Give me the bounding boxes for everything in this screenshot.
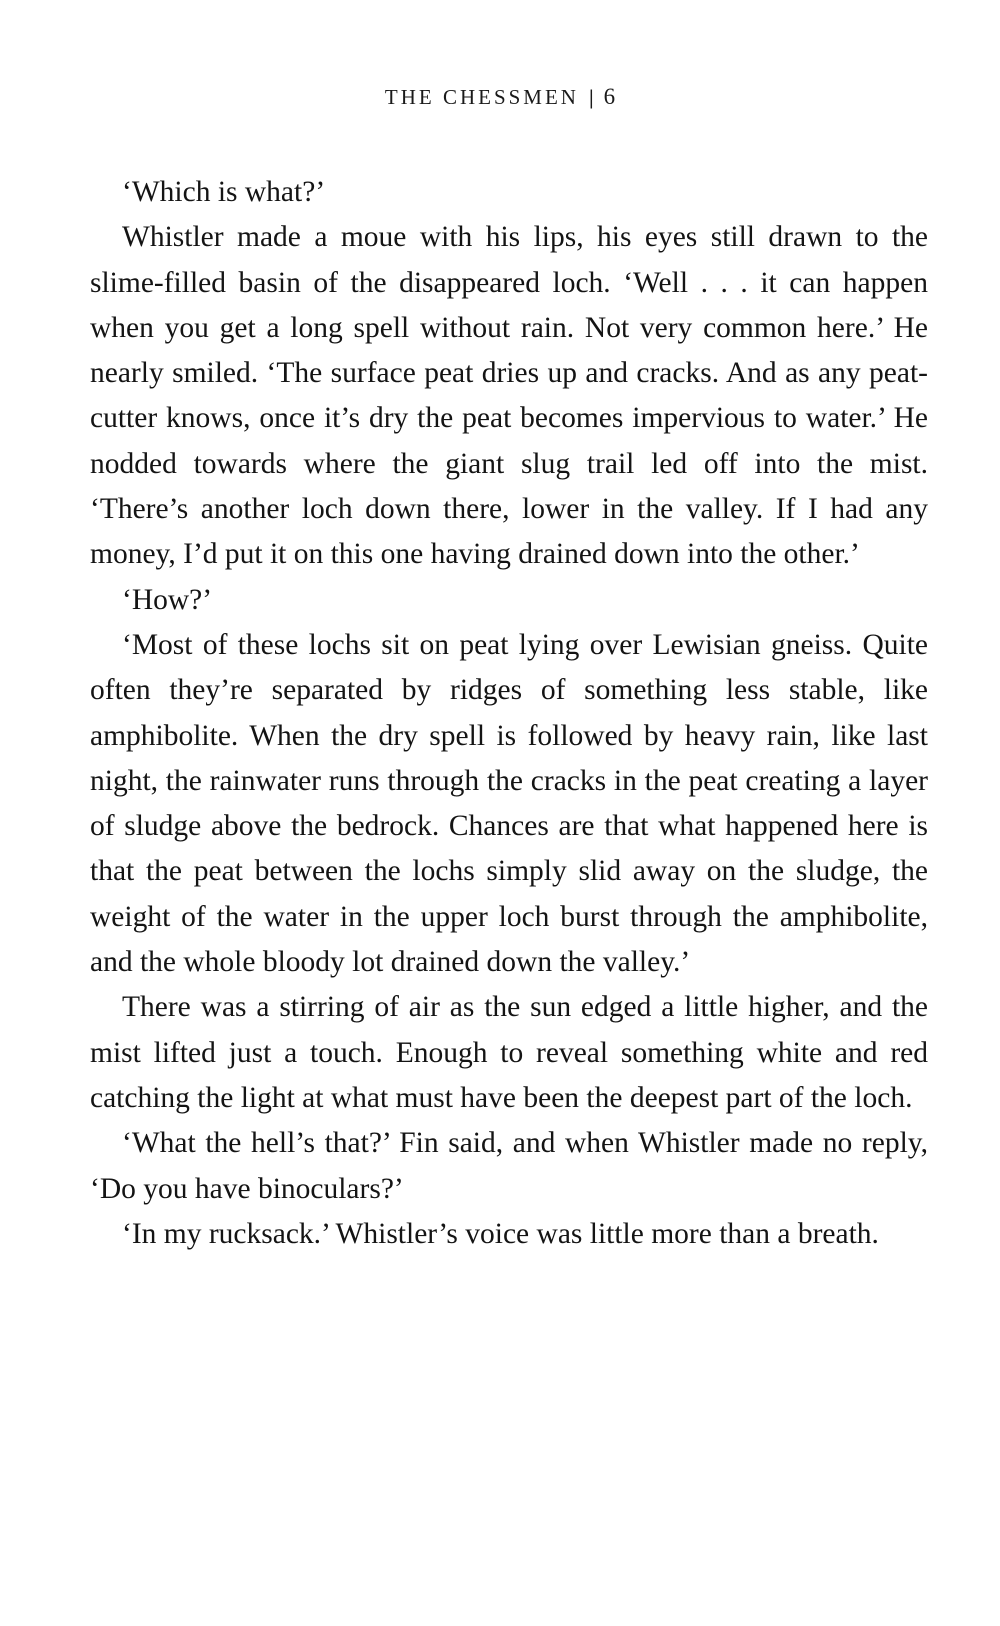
- running-header: [0, 84, 1000, 110]
- paragraph: ‘In my rucksack.’ Whistler’s voice was little more than a breath.: [122, 1217, 879, 1250]
- body-text: [90, 170, 928, 1257]
- paragraph: ‘What the hell’s that?’ Fin said, and when Whistler made no reply, ‘Do you have binoculars?’: [90, 1127, 928, 1205]
- header-separator: |: [588, 85, 594, 109]
- paragraph: Whistler made a moue with his lips, his eyes still drawn to the slime-filled basin of the disappeared loch. ‘Well . . . it can happen when you get a long spell without rain. Not very common here.’ He nearly smiled. ‘The surface peat dries up and cracks. And as any peat-cutter knows, once it’s dry the peat becomes impervious to water.’ He nodded towards where the giant slug trail led off into the mist. ‘There’s another loch down there, lower in the valley. If I had any money, I’d put it on this one having drained down into the other.’: [90, 221, 928, 571]
- paragraph: There was a stirring of air as the sun edged a little higher, and the mist lifted just a touch. Enough to reveal something white and red catching the light at what must have been the deepest part of the loch.: [90, 991, 928, 1114]
- paragraph: ‘How?’: [122, 583, 213, 616]
- book-title: THE CHESSMEN: [384, 85, 579, 109]
- page-number: 6: [603, 84, 616, 109]
- paragraph: ‘Which is what?’: [122, 176, 326, 208]
- paragraph: ‘Most of these lochs sit on peat lying over Lewisian gneiss. Quite often they’re separated by ridges of something less stable, like amphibolite. When the dry spell is followed by heavy rain, like last night, the rainwater runs through the cracks in the peat creating a layer of sludge above the bedrock. Chances are that what happened here is that the peat between the lochs simply slid away on the sludge, the weight of the water in the upper loch burst through the amphibolite, and the whole bloody lot drained down the valley.’: [90, 628, 928, 979]
